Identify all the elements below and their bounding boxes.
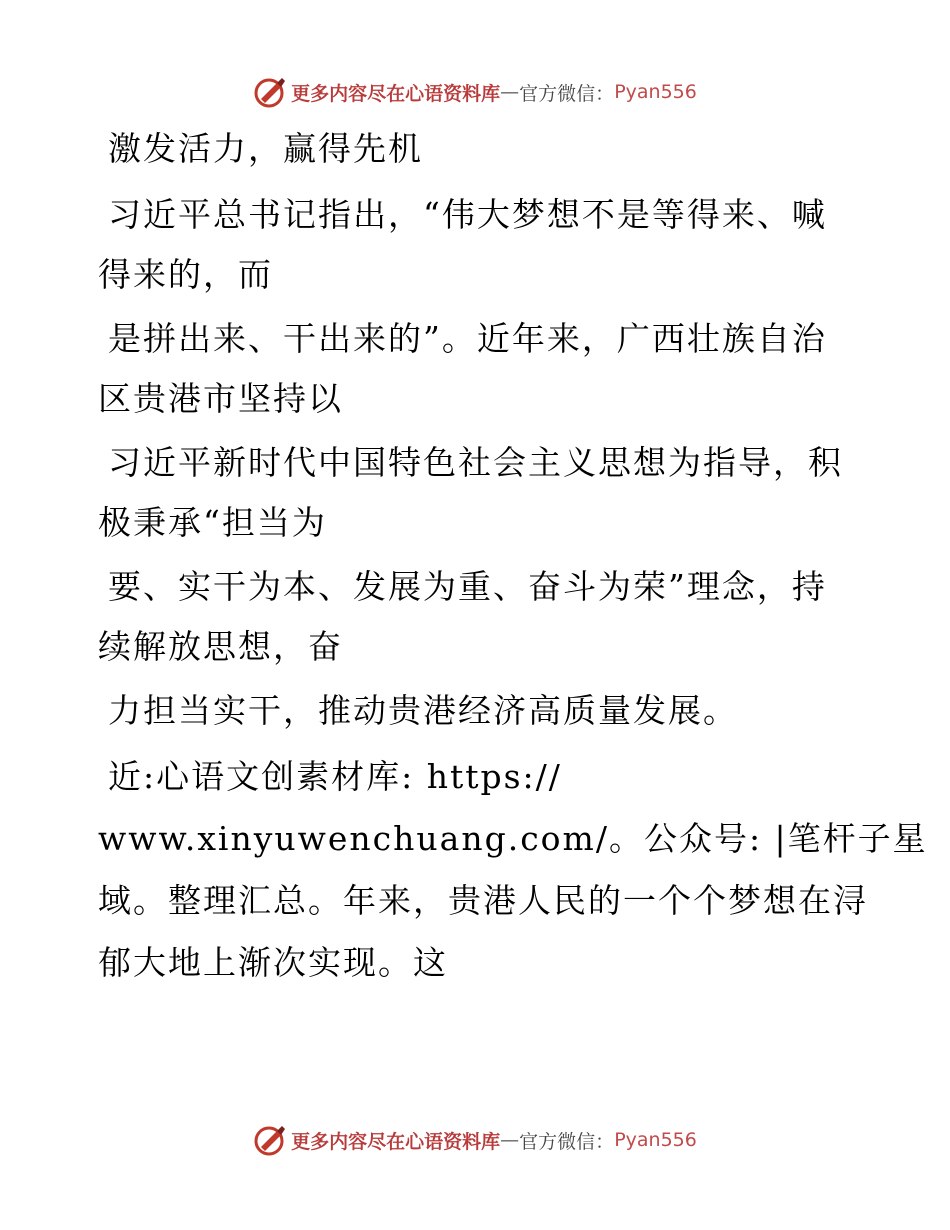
text-line-1: 激发活力，赢得先机 xyxy=(108,129,423,168)
text-line-13: 域。整理汇总。年来，贵港人民的一个个梦想在浔 xyxy=(98,881,868,920)
text-line-10: 力担当实干，推动贵港经济高质量发展。 xyxy=(108,691,738,730)
header-banner xyxy=(0,72,950,112)
text-line-4: 是拼出来、干出来的”。近年来，广西壮族自治 xyxy=(108,319,827,358)
text-line-7: 极秉承“担当为 xyxy=(98,503,327,542)
banner-wechat-id: Pyan556 xyxy=(614,1129,697,1151)
text-line-3: 得来的，而 xyxy=(98,255,273,294)
text-line-12: www.xinyuwenchuang.com/。公众号: |笔杆子星 xyxy=(98,819,928,858)
document-body xyxy=(98,118,928,994)
banner-dash: — xyxy=(500,81,520,103)
pen-logo-icon xyxy=(253,75,287,109)
banner-wechat-id: Pyan556 xyxy=(614,81,697,103)
text-line-9: 续解放思想，奋 xyxy=(98,627,343,666)
text-line-8: 要、实干为本、发展为重、奋斗为荣”理念，持 xyxy=(108,567,827,606)
banner-wechat-label: 官方微信： xyxy=(519,82,615,105)
banner-wechat-label: 官方微信： xyxy=(519,1130,615,1153)
banner-main-text: 更多内容尽在心语资料库 xyxy=(291,82,501,105)
text-line-2: 习近平总书记指出，“伟大梦想不是等得来、喊 xyxy=(108,195,827,234)
text-line-14: 郁大地上渐次实现。这 xyxy=(98,943,448,982)
pen-logo-icon xyxy=(253,1123,287,1157)
footer-banner xyxy=(0,1120,950,1160)
banner-main-text: 更多内容尽在心语资料库 xyxy=(291,1130,501,1153)
banner-dash: — xyxy=(500,1129,520,1151)
text-line-5: 区贵港市坚持以 xyxy=(98,379,343,418)
text-line-6: 习近平新时代中国特色社会主义思想为指导，积 xyxy=(108,443,843,482)
text-line-11: 近:心语文创素材库: https:// xyxy=(108,757,562,796)
